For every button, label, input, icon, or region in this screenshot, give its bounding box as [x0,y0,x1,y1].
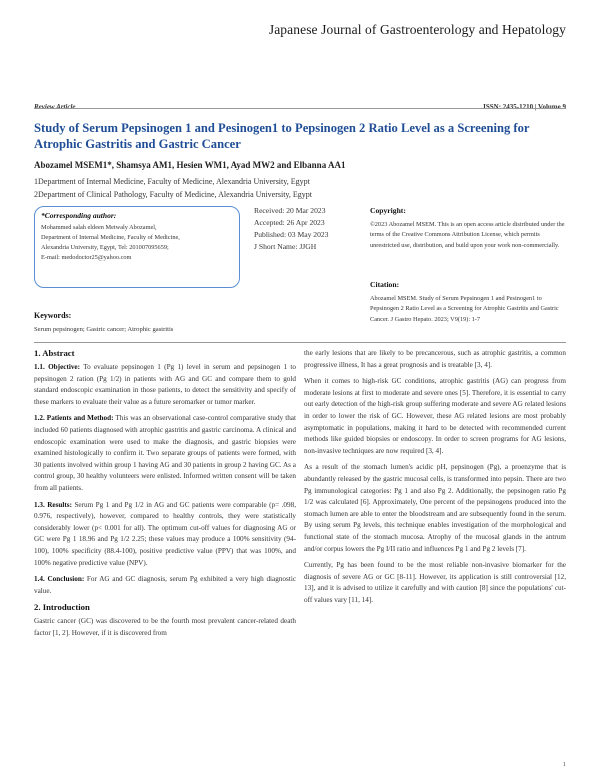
body-paragraph: Currently, Pg has been found to be the most reliable non-invasive biomarker for the diagnosis of severe AG or GC [8-11]. However, its application is still controversial [12, 13], and it is advised to utilize it carefully and with caution [8] since the populations' cut-off values vary [11, 14]. [304,561,566,604]
methods-text: This was an observational case-control comparative study that included 60 patients diagnosed with atrophic gastritis and gastric carcinoma. A clinical and endoscopic examination were used to make the diagnosis, and gastric biopsies were examined histologically to confirm it. Two separate groups of patients were formed, with 30 patients involved within group 1 having AG and 30 patients in group 2 having GC. As a control group, 30 healthy volunteers were enlisted. Informed written consent will be taken from all patients. [34,414,296,492]
corresponding-email[interactable]: E-mail: medodoctor25@yahoo.com [41,254,132,261]
header-divider [34,108,566,109]
body-paragraph: As a result of the stomach lumen's acidic pH, pepsinogen (Pg), a proenzyme that is abundantly released by the gastric mucosal cells, is transformed into pepsin. There are two Pg immunological categories: Pg 1 and also Pg 2. Additionally, the pepsinogen ratio Pg 1/2 was calculated [6]. Approximately, One percent of the pepsinogens produced into the stomach lumen are able to enter the bloodstream and are subsequently found in the serum. By using serum Pg levels, this technique enables investigation of the morphological and functional state of the stomach mucosa. Atrophy of the mucosal glands in the antrum and/or corpus lowers the Pg I/II ratio and influences Pg 1 and Pg 2 levels [7]. [304,463,566,553]
keywords-heading: Keywords: [34,311,72,320]
corresponding-author-heading: *Corresponding author: [41,211,117,220]
received-date: Received: 20 Mar 2023 [254,206,326,215]
accepted-date: Accepted: 26 Apr 2023 [254,218,325,227]
body-divider [34,342,566,343]
objective-paragraph [34,362,296,408]
copyright-text: ©2023 Abozamel MSEM. This is an open access article distributed under the terms of the Creative Commons Attribution License, which permits unrestricted use, distribution, and build upon your work non-commercially. [370,221,565,249]
conclusion-text: For AG and GC diagnosis, serum Pg exhibited a very high diagnostic value. [34,575,297,595]
citation-text: Abozamel MSEM. Study of Serum Pepsinogen 1 and Pesinogen1 to Pepsinogen 2 Ratio Level as a Screening for Atrophic Gastritis and Gastric Cancer. J Gastro Hepato. 2023; V9(19): 1-7 [370,295,559,323]
introduction-paragraph: Gastric cancer (GC) was discovered to be the fourth most prevalent cancer-related death factor [1, 2]. However, if it is discovered from [34,617,296,637]
publication-dates [254,205,362,253]
objective-label: 1.1. Objective: [34,363,81,371]
conclusion-paragraph [34,574,296,597]
corresponding-author-box [34,206,240,288]
corresponding-line: Alexandria University, Egypt, Tel: 201007095659; [41,244,169,251]
results-label: 1.3. Results: [34,500,72,509]
affiliation-1: 1Department of Internal Medicine, Faculty of Medicine, Alexandria University, Egypt [34,177,310,186]
corresponding-line: Mohammed salah eldeen Metwaly Abozamel, [41,224,157,231]
article-title: Study of Serum Pepsinogen 1 and Pesinogen1 to Pepsinogen 2 Ratio Level as a Screening for Atrophic Gastritis and Gastric Cancer [34,121,530,151]
issn-volume: ISSN: 2435-1210 | Volume 9 [483,103,566,111]
left-column [34,348,296,644]
published-date: Published: 03 May 2023 [254,230,329,239]
body-paragraph: When it comes to high-risk GC conditions, atrophic gastritis (AG) can progress from moderate lesions at first to moderate and severe ones [5]. Therefore, it is essential to carry out early detection of the high-risk group suffering moderate and severe AG related lesions in order to lower the risk of GC. However, these AG related lesions are most probably asymptomatic in populations, making it hard to be detected with recommended current methods like guided biopsies or endoscopy. In order to screen programs for AG lesions, non-invasive techniques are now required [3, 4]. [304,377,566,455]
citation-heading: Citation: [370,280,400,289]
methods-label: 1.2. Patients and Method: [34,414,114,423]
right-column [304,348,566,611]
methods-paragraph [34,413,296,494]
journal-short-name: J Short Name: JJGH [254,242,317,251]
copyright-heading: Copyright: [370,206,406,215]
corresponding-line: Department of Internal Medicine, Faculty of Medicine, [41,234,180,241]
abstract-heading: 1. Abstract [34,348,75,358]
body-paragraph: the early lesions that are likely to be precancerous, such as atrophic gastritis, a common progressive illness, It has a great prognosis and is treatable [3, 4]. [304,349,566,369]
journal-title: Japanese Journal of Gastroenterology and Hepatology [268,22,566,37]
page-number: 1 [562,761,566,768]
results-text: Serum Pg 1 and Pg 1/2 in AG and GC patients were comparable (p= .098, 0.976, respectively), however, compared to healthy controls, they were statistically considerably lower (p< 0.001 for all). The optimum cut-off values for diagnosing AG or GC were Pg 1 18.96 and Pg 1/2 2.25; these values may produce a 100% sensitivity (94-100), 100% specificity (88.4-100), positive predictive value (PPV) that was 100%, and 100% negative predictive value (NPV). [34,500,296,567]
affiliation-2: 2Department of Clinical Pathology, Faculty of Medicine, Alexandria University, Egypt [34,190,313,199]
conclusion-label: 1.4. Conclusion: [34,575,85,584]
article-type: Review Article [34,103,76,111]
objective-text: To evaluate pepsinogen 1 (Pg 1) level in serum and pepsinogen 1 to pepsinogen 2 ration (Pg 1/2) in patients with AG and GC and compare them to gold standard endoscopic examination in those patients, to detect the sensitivity and specify of these markers to evaluate their value as a future seromarker or tumor marker. [34,363,296,406]
results-paragraph [34,500,296,570]
keywords-text: Serum pepsinogen; Gastric cancer; Atrophic gastritis [34,326,174,333]
author-list: Abozamel MSEM1*, Shamsya AM1, Hesien WM1, Ayad MW2 and Elbanna AA1 [34,160,346,170]
introduction-heading: 2. Introduction [34,602,90,613]
